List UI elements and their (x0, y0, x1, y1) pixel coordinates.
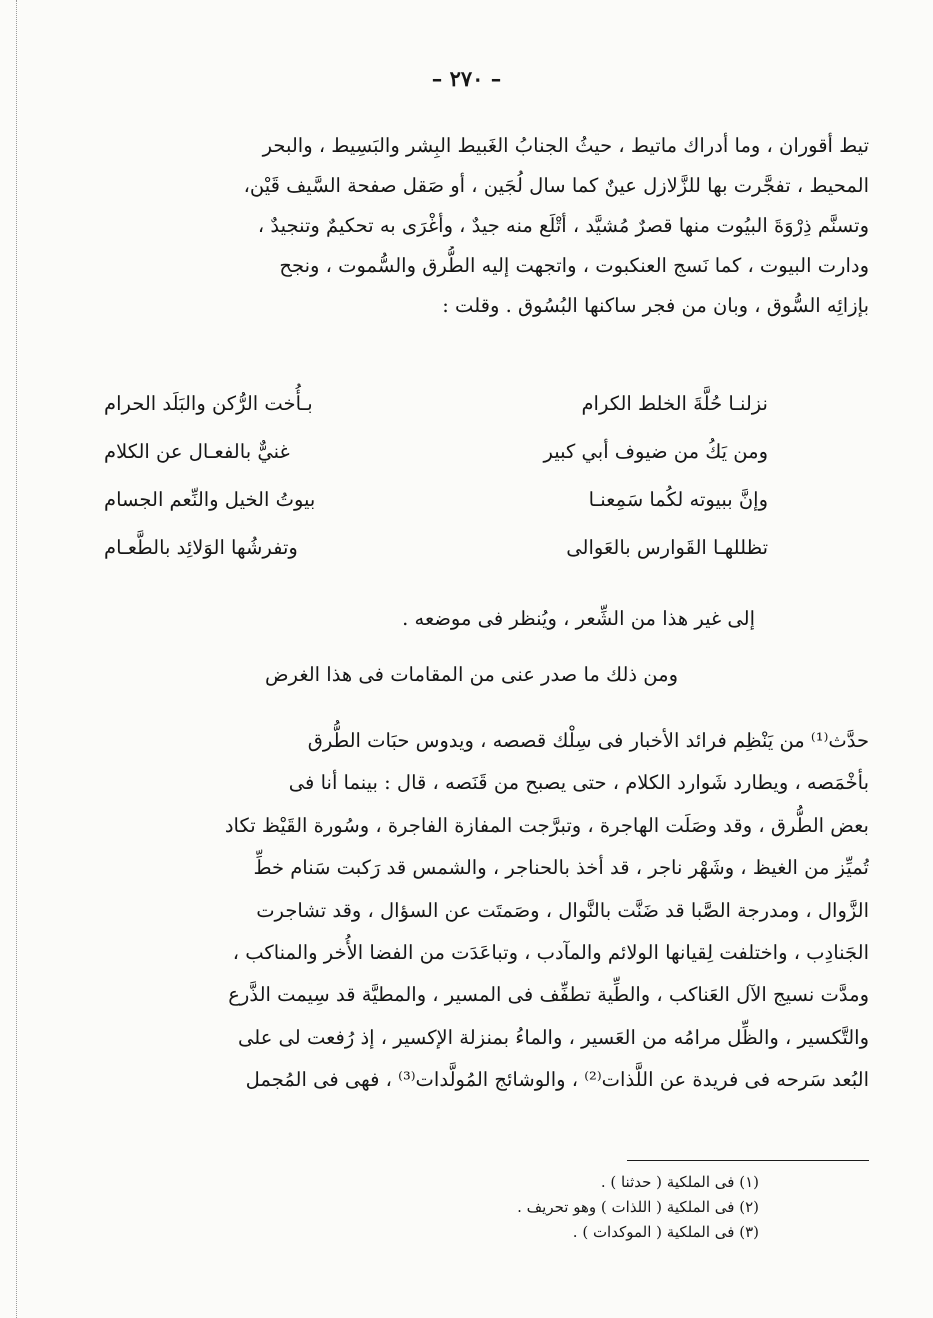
poem-verse (104, 428, 768, 476)
page-number: – ٢٧٠ – (431, 66, 502, 91)
footnote: (١) فى الملكية ( حدثنا ) . (600, 1173, 759, 1191)
text-line: تيط أقوران ، وما أدراك ماتيط ، حيثُ الجنابُ الغَبيط البِشر والبَسِيط ، والبحر (262, 134, 869, 157)
verse-second-hemistich: بيوتُ الخيل والنِّعم الجسام (104, 488, 316, 511)
text-line: الجَنادِب ، واختلفت لِقيانها الولائم والمآدب ، وتباعَدَت من الفضا الأُخر والمناكب ، (232, 940, 869, 964)
text-line: وتسنَّم ذِرْوَةَ البيُوت منها قصرٌ مُشيَّد ، أتْلَع منه جيدٌ ، وأغْرَى به تحكيمٌ وتنجيدٌ ، (257, 214, 869, 237)
footnote: (٣) فى الملكية ( الموكدات ) . (572, 1223, 759, 1241)
text-line: بعض الطُّرق ، وقد وصَلَت الهاجرة ، وتبرَّجت المفازة الفاجرة ، وسُورة القَيْظ تكاد (224, 813, 869, 837)
poem-verse (104, 380, 768, 428)
verse-first-hemistich: ومن يَكُ من ضيوف أبي كبير (543, 440, 768, 463)
text-line: بأخْمَصه ، ويطارد شَوارد الكلام ، حتى يصبح من قَنَصه ، قال : بينما أنا فى (288, 771, 869, 795)
verse-first-hemistich: تظللهـا القَوارس بالعَوالى (566, 536, 768, 559)
footnote: (٢) فى الملكية ( اللذات ) وهو تحريف . (517, 1198, 759, 1216)
text-line: ومدَّت نسيج الآل العَناكب ، والطِّية تطفِّف فى المسير ، والمطيَّة قد سِيمت الذَّرع (228, 983, 869, 1007)
text-line: الزَّوال ، ومدرجة الصَّبا قد ضَنَّت بالنَّوال ، وصَمتَت عن السؤال ، وقد تشاجرت (256, 898, 869, 922)
text-line: ودارت البيوت ، كما نَسج العنكبوت ، واتجهت إليه الطُّرق والسُّموت ، ونجح (279, 254, 869, 277)
footnote-rule (627, 1160, 869, 1161)
story-paragraph (66, 720, 869, 1102)
verse-second-hemistich: وتفرشُها الوَلائِد بالطَّعـام (104, 536, 298, 559)
intro-paragraph (66, 126, 869, 326)
section-heading: ومن ذلك ما صدر عنى من المقامات فى هذا الغرض (264, 663, 678, 686)
verse-first-hemistich: نزلنـا حُلَّةَ الخلط الكرام (581, 392, 768, 415)
verse-first-hemistich: وإنَّ ببيوته لكُما سَمِعنـا (588, 488, 768, 511)
footnotes (517, 1170, 759, 1245)
verse-second-hemistich: غنيٌّ بالفعـال عن الكلام (104, 440, 290, 463)
after-poem-line: إلى غير هذا من الشِّعر ، ويُنظر فى موضعه . (402, 607, 755, 630)
verse-second-hemistich: بـأُخت الرُّكن والبَلَد الحرام (104, 392, 313, 415)
text-line: المحيط ، تفجَّرت بها للزَّلازل عينٌ كما سال لُجَين ، أو صَقل صفحة السَّيف قَيْن، (243, 174, 869, 197)
poem-verse (104, 524, 768, 572)
text-line: حدَّث⁽¹⁾ من يَنْظِم فرائد الأخبار فى سِلْك قصصه ، ويدوس حبَات الطُّرق (307, 729, 869, 752)
text-line: البُعد سَرحه فى فريدة عن اللَّذات⁽²⁾ ، والوشائج المُولَّدات⁽³⁾ ، فهى فى المُجمل (245, 1068, 869, 1092)
text-line: بإزائِه السُّوق ، وبان من فجر ساكنها البُسُوق . وقلت : (442, 294, 869, 317)
text-line: والتَّكسير ، والظِّل مرامُه من العَسير ، والماءُ بمنزلة الإكسير ، إذ رُفعت لى على (238, 1025, 869, 1049)
text-line: تُميِّز من الغيظ ، وشَهْر ناجر ، قد أخذ بالحناجر ، والشمس قد رَكبت سَنام خطِّ (253, 856, 869, 880)
poem (104, 380, 768, 572)
poem-verse (104, 476, 768, 524)
